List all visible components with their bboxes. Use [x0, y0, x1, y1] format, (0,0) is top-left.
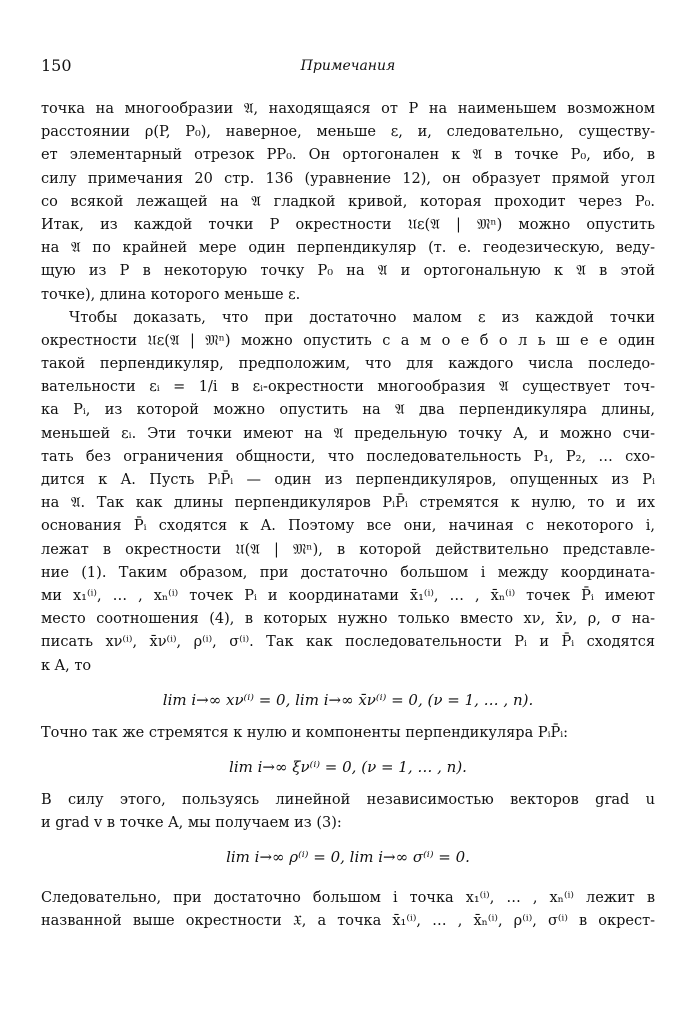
- text-line: окрестности 𝔘ε(𝔄 | 𝔐ⁿ) можно опустить с а м о е б о л ь ш е е один: [41, 332, 655, 349]
- text-line: расстоянии ρ(P, P₀), наверное, меньше ε, и, следовательно, существу-: [41, 124, 655, 141]
- text-line: к A, то: [41, 657, 92, 674]
- formula-limit-xi: lim i→∞ ξν⁽ⁱ⁾ = 0, (ν = 1, … , n).: [229, 757, 467, 776]
- text-line: ми x₁⁽ⁱ⁾, … , xₙ⁽ⁱ⁾ точек Pᵢ и координатами x̄₁⁽ⁱ⁾, … , x̄ₙ⁽ⁱ⁾ точек P̄ᵢ имеют: [41, 587, 655, 604]
- page-body: [41, 98, 655, 934]
- text-line: ет элементарный отрезок PP₀. Он ортогонален к 𝔄 в точке P₀, ибо, в: [41, 147, 655, 164]
- page-number: 150: [41, 56, 72, 75]
- running-head: Примечания: [300, 58, 396, 74]
- text-line: место соотношения (4), в которых нужно только вместо xν, x̄ν, ρ, σ на-: [41, 611, 655, 628]
- paragraph-1: [41, 98, 655, 307]
- text-line: на 𝔄 по крайней мере один перпендикуляр (т. е. геодезическую, веду-: [41, 240, 655, 257]
- text-line: такой перпендикуляр, предположим, что для каждого числа последо-: [41, 356, 655, 373]
- text-line: основания P̄ᵢ сходятся к A. Поэтому все они, начиная с некоторого i,: [41, 518, 655, 535]
- text-line: вательности εᵢ = 1/i в εᵢ-окрестности многообразия 𝔄 существует точ-: [41, 379, 655, 396]
- text-line: названной выше окрестности 𝔛, а точка x̄₁⁽ⁱ⁾, … , x̄ₙ⁽ⁱ⁾, ρ⁽ⁱ⁾, σ⁽ⁱ⁾ в окрест-: [41, 913, 655, 930]
- spacer: [41, 879, 655, 887]
- text-line: силу примечания 20 стр. 136 (уравнение 12), он образует прямой угол: [41, 170, 655, 187]
- paragraph-2: [41, 307, 655, 678]
- text-line: писать xν⁽ⁱ⁾, x̄ν⁽ⁱ⁾, ρ⁽ⁱ⁾, σ⁽ⁱ⁾. Так как последовательности Pᵢ и P̄ᵢ сходятся: [41, 634, 655, 651]
- text-line: Следовательно, при достаточно большом i точка x₁⁽ⁱ⁾, … , xₙ⁽ⁱ⁾ лежит в: [41, 890, 655, 907]
- formula-limits-rho-sigma: lim i→∞ ρ⁽ⁱ⁾ = 0, lim i→∞ σ⁽ⁱ⁾ = 0.: [226, 848, 470, 867]
- text-line: В силу этого, пользуясь линейной независимостью векторов grad u: [41, 791, 655, 808]
- text-line: ка Pᵢ, из которой можно опустить на 𝔄 два перпендикуляра длины,: [41, 402, 655, 419]
- text-line: Точно так же стремятся к нулю и компоненты перпендикуляра PᵢP̄ᵢ:: [41, 724, 569, 741]
- text-line: точка на многообразии 𝔄, находящаяся от P на наименьшем возможном: [41, 101, 655, 117]
- text-line: и grad v в точке A, мы получаем из (3):: [41, 815, 342, 832]
- text-line: щую из P в некоторую точку P₀ на 𝔄 и ортогональную к 𝔄 в этой: [41, 263, 655, 280]
- page-header: [41, 50, 655, 80]
- text-line: лежат в окрестности 𝔘(𝔄 | 𝔐ⁿ), в которой действительно представле-: [41, 541, 655, 558]
- text-line: ние (1). Таким образом, при достаточно большом i между координата-: [41, 564, 655, 581]
- text-line: Чтобы доказать, что при достаточно малом ε из каждой точки: [69, 309, 655, 326]
- text-line: со всякой лежащей на 𝔄 гладкой кривой, которая проходит через P₀.: [41, 193, 655, 210]
- text-line: дится к A. Пусть PᵢP̄ᵢ — один из перпендикуляров, опущенных из Pᵢ: [41, 472, 655, 488]
- text-line: меньшей εᵢ. Эти точки имеют на 𝔄 предельную точку A, и можно счи-: [41, 425, 655, 442]
- text-line: точке), длина которого меньше ε.: [41, 286, 301, 303]
- text-line: на 𝔄. Так как длины перпендикуляров PᵢP̄ᵢ стремятся к нулю, то и их: [41, 495, 655, 512]
- text-line: тать без ограничения общности, что последовательность P₁, P₂, … схо-: [41, 448, 655, 465]
- text-line: Итак, из каждой точки P окрестности 𝔘ε(𝔄 | 𝔐ⁿ) можно опустить: [41, 216, 655, 233]
- formula-limits-coordinates: lim i→∞ xν⁽ⁱ⁾ = 0, lim i→∞ x̄ν⁽ⁱ⁾ = 0, (ν = 1, … , n).: [162, 690, 534, 709]
- page: [41, 50, 655, 930]
